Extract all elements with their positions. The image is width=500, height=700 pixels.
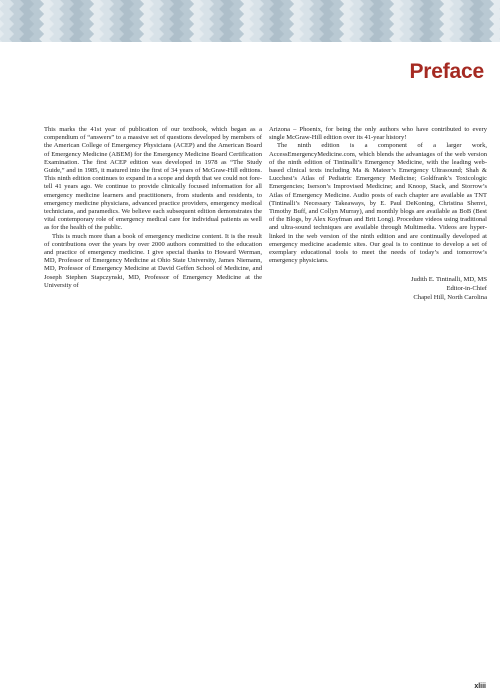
page-number: xliii — [474, 683, 486, 690]
signature-location: Chapel Hill, North Carolina — [413, 294, 487, 302]
body-paragraph: Arizona – Phoenix, for being the only authors who have contributed to every single McGraw-Hill edition over its 41-year history! — [269, 126, 487, 142]
body-paragraph: This is much more than a book of emergency medicine content. It is the result of contributions over the years by over 2000 authors committed to the education and practice of emergency medicine. I give special thanks to Howard Werman, MD, Professor of Emergency Medicine at Ohio State University, James Niemann, MD, Professor of Emergency Medicine at David Geffen School of Medicine, and Joseph Stephen Stapczynski, MD, Professor of Emergency Medicine at the University of — [44, 232, 262, 289]
signature-block — [269, 275, 487, 302]
decorative-header-banner — [0, 0, 500, 42]
signature-role: Editor-in-Chief — [446, 285, 487, 293]
right-text-column — [269, 126, 487, 302]
signature-name: Judith E. Tintinalli, MD, MS — [410, 276, 487, 284]
body-paragraph: The ninth edition is a component of a larger work, AccessEmergencyMedicine.com, which blends the advantages of the web version of the ninth edition of Tintinalli’s Emergency Medicine, with the leading web-based clinical texts including Ma & Mateer’s Emergency Ultrasound; Shah & Lucchesi’s Atlas of Pediatric Emergency Medicine; Goldfrank’s Toxicologic Emergencies; Iserson’s Improvised Medicine; and Knoop, Stack, and Storrow’s Atlas of Emergency Medicine. Audio posts of each chapter are available as TNT (Tintinalli’s Necessary Takeaways, by E. Paul DeKoning, Christina Shenvi, Timothy Buff, and Collyn Murray), and monthly blogs are available as BoB (Best of the Blogs, by Alex Koyfman and Brit Long). Procedure videos using traditional and ultra-sound techniques are available through Multimedia. Videos are hyper-linked in the web version of the ninth edition and are continually developed at emergency medicine academic sites. Our goal is to continue to develop a set of exemplary educational tools to meet the needs of today’s and tomorrow’s emergency physicians. — [269, 142, 487, 265]
left-text-column — [44, 126, 262, 290]
body-paragraph: This marks the 41st year of publication of our textbook, which began as a compendium of “answers” to a massive set of questions developed by members of the American College of Emergency Physicians (ACEP) and the American Board of Emergency Medicine (ABEM) for the Emergency Medicine Board Certification Examination. The first ACEP edition was developed in 1978 as “The Study Guide,” and in 1985, it matured into the first of 34 years of McGraw-Hill editions. This ninth edition continues to expand in a scope and depth that we could not fore-tell 41 years ago. We continue to provide clinically focused information for all emergency medicine learners and practitioners, from students and residents, to emergency medicine physicians, advanced practice providers, emergency medical technicians, and paramedics. We believe each subsequent edition demonstrates the vital contemporary role of emergency medical care for individual patients as well as for the health of the public. — [44, 126, 262, 232]
page-title: Preface — [409, 60, 484, 83]
